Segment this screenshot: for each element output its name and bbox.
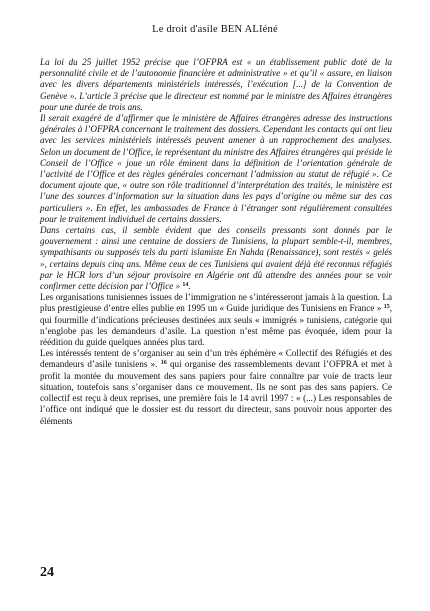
body-text (40, 57, 392, 427)
paragraph-1-text: La loi du 25 juillet 1952 précise que l’OFPRA est « un établissement public doté de la personnalité civile et de l’autonomie financière et administrative » et qu’il « assure, en liaison avec les divers départements ministériels intéressés, l’exécution [...] de la Convention de Genève ». L’article 3 précise que le directeur est nommé par le ministre des Affaires étrangères pour une durée de trois ans. (40, 57, 392, 112)
footnote-ref-15[interactable]: 15 (383, 304, 390, 311)
paragraph-5 (40, 348, 392, 426)
paragraph-1 (40, 57, 392, 113)
page-number: 24 (40, 565, 54, 580)
paragraph-4 (40, 292, 392, 348)
paragraph-5-text: Les intéressés tentent de s’organiser au sein d’un très éphémère « Collectif des Réfugiés et des demandeurs d’asile tunisiens ». (40, 348, 392, 370)
running-head: Le droit d'asile BEN ALIéné (152, 24, 278, 35)
paragraph-5-tail: qui organise des rassemblements devant l’OFPRA et met à profit la montée du mouvement des sans papiers pour faire connaître par voie de tracts leur situation, toutefois sans s’organiser dans ce mouvement. Ils ne sont pas des sans papiers. Ce collectif est reçu à deux reprises, une première fois le 14 avril 1997 : « (...) Les responsables de l’office ont indiqué que le dossier est du ressort du directeur, sans pouvoir nous apporter des éléments (40, 359, 393, 426)
paragraph-2-text: Il serait exagéré de d’affirmer que le ministère de Affaires étrangères adresse des instructions générales à l’OFPRA concernant le traitement des dossiers. Cependant les contacts qui ont lieu avec les services ministériels intéressés peuvent amener à un rapprochement des analyses. Selon un document de l’Office, le représentant du ministre des Affaires étrangères qui préside le Conseil de l’Office « joue un rôle éminent dans la définition de l’orientation générale de l’activité de l’Office et des règles générales concernant l’admission au statut de réfugié ». Ce document ajoute que, « outre son rôle traditionnel d’interprétation des traités, le ministère est l’une des sources d’information sur la situation dans les pays d’origine ou même sur des cas particuliers ». En effet, les ambassades de France à l’étranger sont régulièrement consultées pour le traitement individuel de certains dossiers. (40, 113, 392, 224)
footnote-ref-16[interactable]: 16 (160, 360, 167, 367)
paragraph-3 (40, 225, 392, 292)
paragraph-4-tail: , qui fourmille d’indications précieuses destinées aux seuls « immigrés » tunisiens, catégorie qui n’englobe pas les demandeurs d’asile. La question n’est même pas évoquée, idem pour la réédition du guide quelques années plus tard. (40, 303, 393, 348)
paragraph-3-tail: . (188, 281, 191, 292)
paragraph-4-text: Les organisations tunisiennes issues de l’immigration ne s’intéresseront jamais à la question. La plus prestigieuse d’entre elles publie en 1995 un « Guide juridique des Tunisiens en France » (40, 292, 392, 314)
paragraph-3-text: Dans certains cas, il semble évident que des conseils pressants sont donnés par le gouvernement : ainsi une centaine de dossiers de Tunisiens, la plupart semble-t-il, membres, sympathisants ou supposés tels du parti islamiste En Nahda (Renaissance), sont restés « gelés », certains depuis cinq ans. Même ceux de ces Tunisiens qui avaient déjà été reconnus réfugiés par le HCR lors d’un séjour provisoire en Algérie ont dû attendre des années pour se voir confirmer cette décision par l’Office » (40, 225, 392, 292)
footnote-ref-14[interactable]: 14 (182, 282, 189, 289)
paragraph-2 (40, 113, 392, 225)
